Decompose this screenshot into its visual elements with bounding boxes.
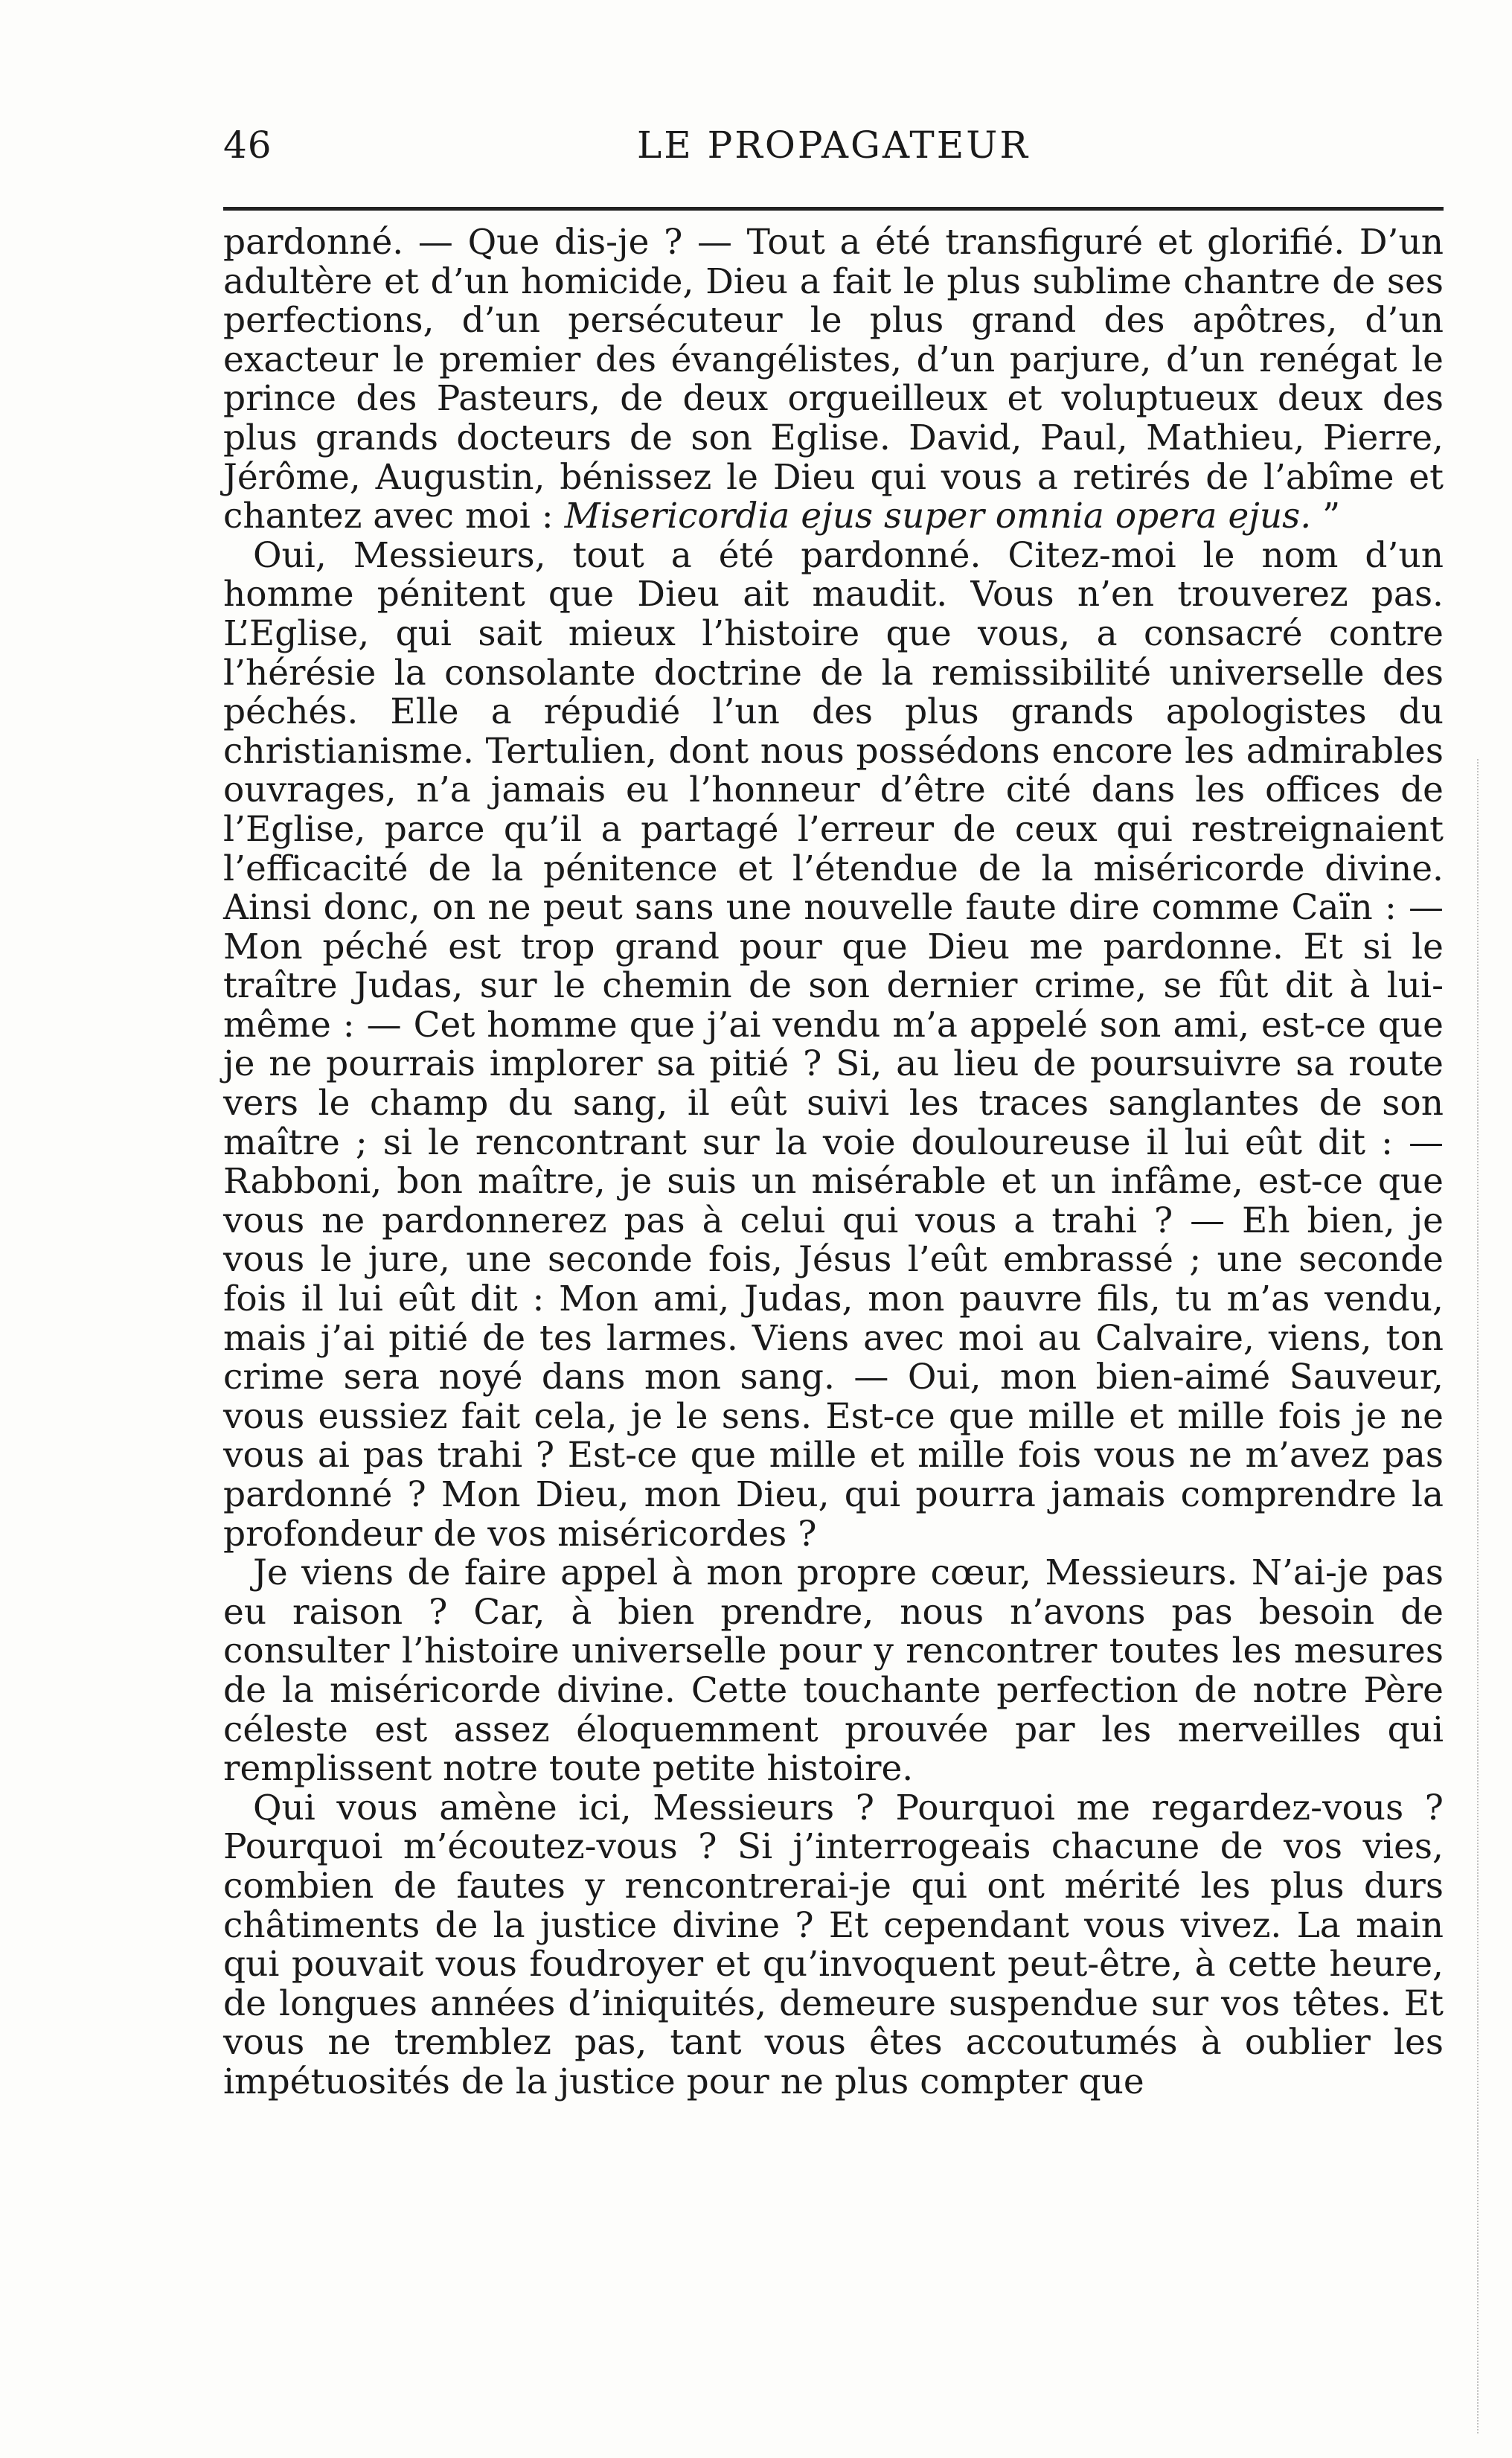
running-title: LE PROPAGATEUR [637,124,1030,167]
page-number: 46 [223,124,272,167]
header-rule [223,207,1444,211]
latin-quotation: Misericordia ejus super omnia opera ejus. [564,496,1312,537]
paragraph-2: Oui, Messieurs, tout a été pardonné. Citez-moi le nom d’un homme pénitent que Dieu ait maudit. Vous n’en trouverez pas. L’Eglise, qui sait mieux l’histoire que vous, a consacré contre l’hérésie la consolante doctrine de la remissibilité universelle des péchés. Elle a répudié l’un des plus grands apologistes du christianisme. Tertulien, dont nous possédons encore les admirables ouvrages, n’a jamais eu l’honneur d’être cité dans les offices de l’Eglise, parce qu’il a partagé l’erreur de ceux qui restreignaient l’efficacité de la pénitence et l’étendue de la miséricorde divine. Ainsi donc, on ne peut sans une nouvelle faute dire comme Caïn : — Mon péché est trop grand pour que Dieu me pardonne. Et si le traître Judas, sur le chemin de son dernier crime, se fût dit à lui-même : — Cet homme que j’ai vendu m’a appelé son ami, est-ce que je ne pourrais implorer sa pitié ? Si, au lieu de poursuivre sa route vers le champ du sang, il eût suivi les traces sanglantes de son maître ; si le rencontrant sur la voie douloureuse il lui eût dit : — Rabboni, bon maître, je suis un misérable et un infâme, est-ce que vous ne pardonnerez pas à celui qui vous a trahi ? — Eh bien, je vous le jure, une seconde fois, Jésus l’eût embrassé ; une seconde fois il lui eût dit : Mon ami, Judas, mon pauvre fils, tu m’as vendu, mais j’ai pitié de tes larmes. Viens avec moi au Calvaire, viens, ton crime sera noyé dans mon sang. — Oui, mon bien-aimé Sauveur, vous eussiez fait cela, je le sens. Est-ce que mille et mille fois je ne vous ai pas trahi ? Est-ce que mille et mille fois vous ne m’avez pas pardonné ? Mon Dieu, mon Dieu, qui pourra jamais comprendre la profondeur de vos miséricordes ? [223,534,1444,1555]
page-header [223,119,1444,171]
paragraph-4: Qui vous amène ici, Messieurs ? Pourquoi me regardez-vous ? Pourquoi m’écoutez-vous ? Si j’interrogeais chacune de vos vies, combien de fautes y rencontrerai-je qui ont mérité les plus durs châtiments de la justice divine ? Et cependant vous vivez. La main qui pouvait vous foudroyer et qu’invoquent peut-être, à cette heure, de longues années d’iniquités, demeure suspendue sur vos têtes. Et vous ne tremblez pas, tant vous êtes accoutumés à oublier les impétuosités de la justice pour ne plus compter que [223,1787,1444,2102]
body-text [223,223,1444,2102]
paragraph-1-text: pardonné. — Que dis-je ? — Tout a été transfiguré et glorifié. D’un adultère et d’un homicide, Dieu a fait le plus sublime chantre de ses perfections, d’un persécuteur le plus grand des apôtres, d’un exacteur le premier des évangélistes, d’un parjure, d’un renégat le prince des Pasteurs, de deux orgueilleux et voluptueux deux des plus grands docteurs de son Eglise. David, Paul, Mathieu, Pierre, Jérôme, Augustin, bénissez le Dieu qui vous a retirés de l’abîme et chantez avec moi : [223,222,1444,537]
paragraph-3: Je viens de faire appel à mon propre cœur, Messieurs. N’ai-je pas eu raison ? Car, à bien prendre, nous n’avons pas besoin de consulter l’histoire universelle pour y rencontrer toutes les mesures de la miséricorde divine. Cette touchante perfection de notre Père céleste est assez éloquemment prouvée par les merveilles qui remplissent notre toute petite histoire. [223,1552,1444,1790]
page-edge-marks [1477,759,1483,2433]
closing-quote: ” [1311,496,1341,537]
paragraph-1 [223,223,1444,537]
